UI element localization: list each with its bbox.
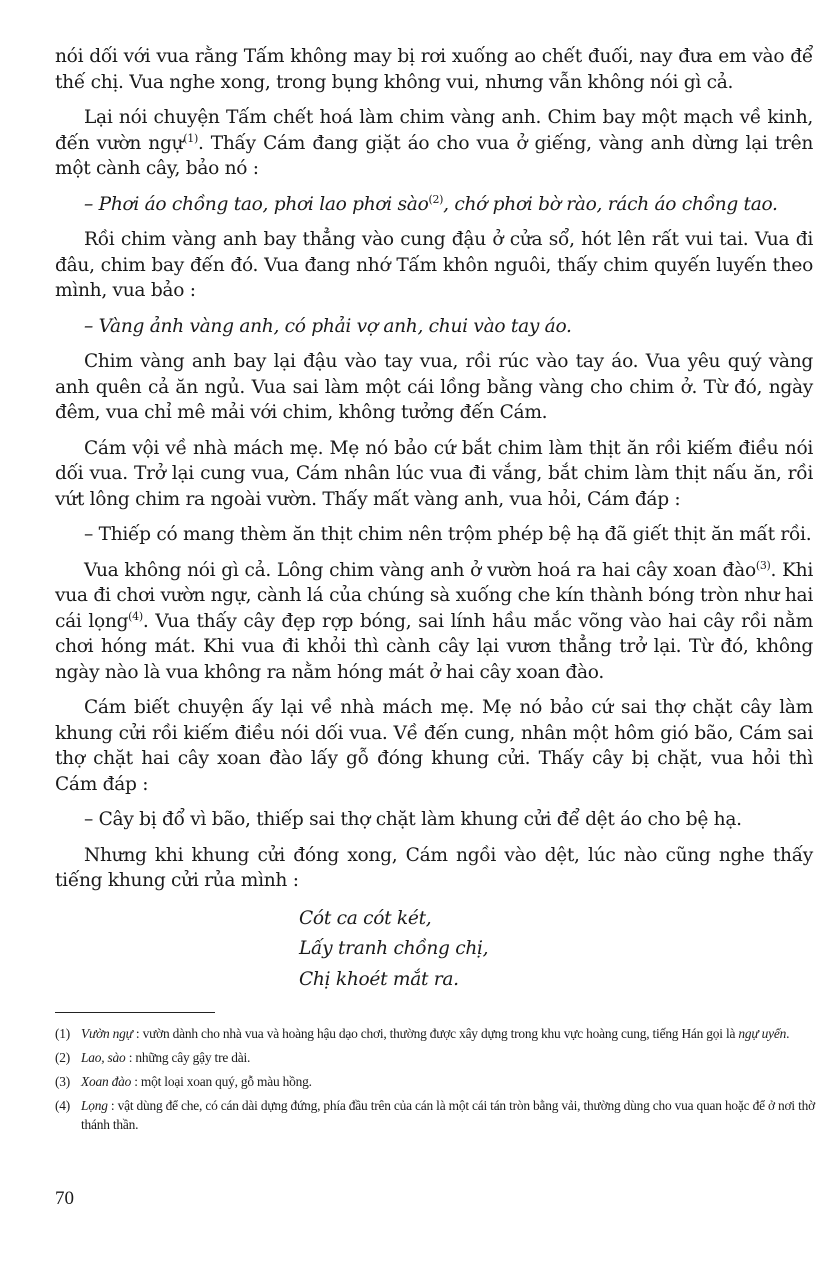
footnote-number: (4) — [55, 1098, 71, 1113]
paragraph: Nhưng khi khung cửi đóng xong, Cám ngồi vào dệt, lúc nào cũng nghe thấy tiếng khung cửi rủa mình : — [55, 844, 813, 891]
footnote-term: Vườn ngự — [81, 1026, 133, 1041]
poem-line: Cót ca cót két, — [299, 907, 432, 929]
paragraph: Chim vàng anh bay lại đậu vào tay vua, rồi rúc vào tay áo. Vua yêu quý vàng anh quên cả ăn ngủ. Vua sai làm một cái lồng bằng vàng cho chim ở. Từ đó, ngày đêm, vua chỉ mê mải với chim, không tưởng đến Cám. — [55, 351, 813, 423]
footnote-term: Lọng — [81, 1098, 108, 1113]
paragraph: Vua không nói gì cả. Lông chim vàng anh ở vườn hoá ra hai cây xoan đào$^{(3)}$. Khi vua đi chơi vườn ngự, cành lá của chúng sà xuống che kín thành bóng tròn như hai cái lọng$^{(4)}$. Vua thấy cây đẹp rợp bóng, sai lính hầu mắc võng vào hai cây rồi nằm chơi hóng mát. Khi vua đi khỏi thì cành cây lại vươn thẳng trở lại. Từ đó, không ngày nào là vua không ra nằm hóng mát ở hai cây xoan đào. — [55, 558, 814, 683]
paragraph: nói dối với vua rằng Tấm không may bị rơi xuống ao chết đuối, nay đưa em vào để thế chị. Vua nghe xong, trong bụng không vui, nhưng vẫn không nói gì cả. — [55, 46, 813, 93]
paragraph: Lại nói chuyện Tấm chết hoá làm chim vàng anh. Chim bay một mạch về kinh, đến vườn ngự$^{(1)}$. Thấy Cám đang giặt áo cho vua ở giếng, vàng anh dừng lại trên một cành cây, bảo nó : — [55, 107, 813, 179]
footnote-ref: (3) — [755, 558, 771, 572]
dialogue-line: – Phơi áo chồng tao, phơi lao phơi sào$^{(2)}$, chớ phơi bờ rào, rách áo chồng tao. — [84, 192, 778, 215]
paragraph: Cám vội về nhà mách mẹ. Mẹ nó bảo cứ bắt chim làm thịt ăn rồi kiếm điều nói dối vua. Trở lại cung vua, Cám nhân lúc vua đi vắng, bắt chim làm thịt nấu ăn, rồi vứt lông chim ra ngoài vườn. Thấy mất vàng anh, vua hỏi, Cám đáp : — [55, 437, 813, 510]
dialogue-line: – Cây bị đổ vì bão, thiếp sai thợ chặt làm khung cửi để dệt áo cho bệ hạ. — [84, 809, 742, 830]
dialogue-line: – Thiếp có mang thèm ăn thịt chim nên trộm phép bệ hạ đã giết thịt ăn mất rồi. — [84, 524, 812, 545]
page-number: 70 — [55, 1188, 74, 1209]
footnote-number: (2) — [55, 1050, 71, 1065]
page-body — [55, 44, 813, 995]
poem-line: Chị khoét mắt ra. — [299, 968, 459, 990]
footnote-term: Xoan đào — [81, 1074, 132, 1089]
footnote-ref: (4) — [128, 609, 143, 623]
footnote-number: (3) — [55, 1074, 71, 1089]
footnote: (4) Lọng : vật dùng để che, có cán dài dựng đứng, phía đầu trên của cán là một cái tán tròn bằng vải, thường dùng cho vua quan hoặc để ở nơi thờ thánh thần. — [55, 1098, 815, 1132]
poem — [299, 904, 813, 996]
footnotes — [55, 1024, 815, 1139]
footnote-ref: (2) — [428, 192, 444, 206]
footnote-divider — [55, 1012, 215, 1013]
dialogue-line: – Vàng ảnh vàng anh, có phải vợ anh, chui vào tay áo. — [84, 315, 572, 337]
paragraph: Rồi chim vàng anh bay thẳng vào cung đậu ở cửa sổ, hót lên rất vui tai. Vua đi đâu, chim bay đến đó. Vua đang nhớ Tấm khôn nguôi, thấy chim quyến luyến theo mình, vua bảo : — [55, 229, 813, 301]
paragraph: Cám biết chuyện ấy lại về nhà mách mẹ. Mẹ nó bảo cứ sai thợ chặt cây làm khung cửi rồi kiếm điều nói dối vua. Về đến cung, nhân một hôm gió bão, Cám sai thợ chặt hai cây xoan đào lấy gỗ đóng khung cửi. Thấy cây bị chặt, vua hỏi thì Cám đáp : — [55, 697, 813, 795]
footnote: (1) Vườn ngự : vườn dành cho nhà vua và hoàng hậu dạo chơi, thường được xây dựng trong khu vực hoàng cung, tiếng Hán gọi là ngự uyển. — [55, 1026, 790, 1041]
footnote-number: (1) — [55, 1026, 71, 1041]
footnote: (2) Lao, sào : những cây gậy tre dài. — [55, 1050, 251, 1065]
footnote-term: Lao, sào — [81, 1050, 126, 1065]
footnote-ref: (1) — [183, 131, 198, 145]
poem-line: Lấy tranh chồng chị, — [299, 938, 489, 959]
footnote: (3) Xoan đào : một loại xoan quý, gỗ màu hồng. — [55, 1074, 312, 1089]
